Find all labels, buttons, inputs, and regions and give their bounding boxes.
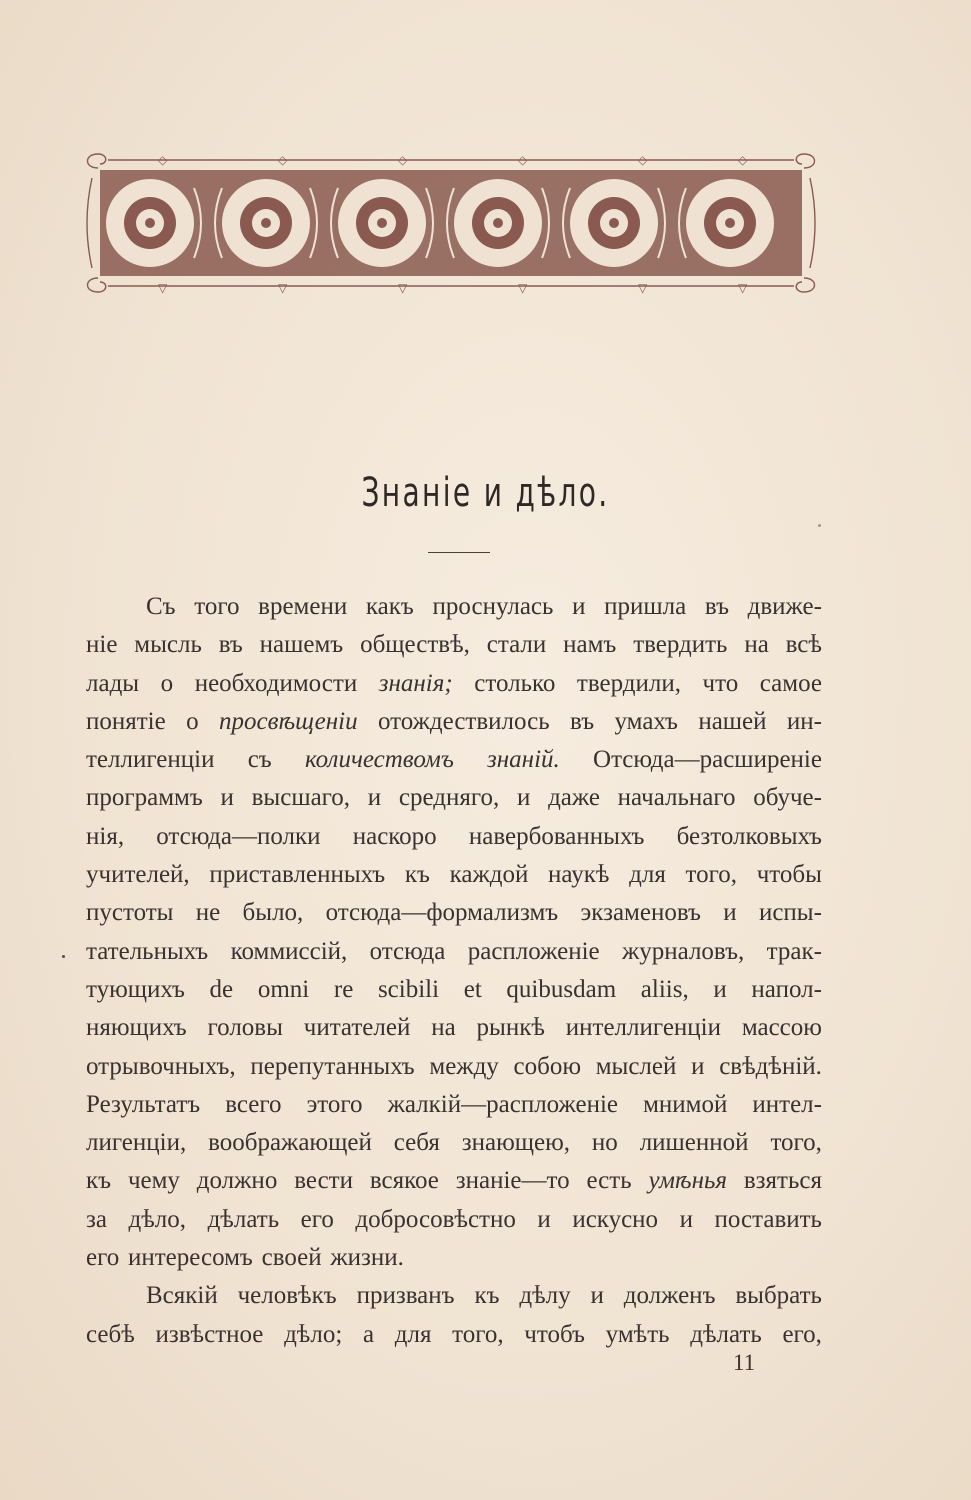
word: мысль <box>134 631 202 659</box>
word: отсюда—полки <box>156 822 321 850</box>
word: отрывочныхъ, <box>86 1052 236 1080</box>
word: просвѣщеніи <box>219 707 358 735</box>
word: и <box>516 784 531 812</box>
word: учителей, <box>86 861 190 889</box>
word: добросовѣстно <box>355 1205 516 1233</box>
word: вести <box>294 1167 353 1195</box>
word: знаніе—то <box>455 1167 570 1195</box>
word: обуче- <box>753 784 822 812</box>
word: выбрать <box>735 1282 822 1310</box>
text-line <box>86 894 822 932</box>
word: нія, <box>86 822 125 850</box>
word: навербованныхъ <box>468 822 645 850</box>
word: scibili <box>377 975 440 1003</box>
word: и <box>367 784 382 812</box>
text-line <box>86 1162 822 1200</box>
word: журналовъ, <box>621 937 745 965</box>
word: жизни. <box>330 1244 404 1272</box>
word: безтолковыхъ <box>676 822 822 850</box>
word: самое <box>759 669 822 697</box>
svg-text:▽: ▽ <box>638 281 648 295</box>
text-line <box>86 1124 822 1162</box>
text-line <box>86 818 822 856</box>
word: того, <box>770 1129 822 1157</box>
word: стали <box>486 631 547 659</box>
word: умѣнья <box>648 1167 727 1195</box>
text-line <box>86 1086 822 1124</box>
word: интеллигенціи <box>565 1014 721 1042</box>
word: напол- <box>751 975 822 1003</box>
text-line <box>86 665 822 703</box>
word: твердили, <box>576 669 681 697</box>
word: дѣло; <box>284 1320 343 1348</box>
word: пустоты <box>86 899 174 927</box>
svg-text:◇: ◇ <box>158 153 168 167</box>
word: къ <box>404 861 430 889</box>
word: въ <box>570 707 595 735</box>
word: твердить <box>633 631 728 659</box>
word: для <box>394 1320 432 1348</box>
word: теллигенціи <box>86 746 215 774</box>
word: съ <box>247 746 272 774</box>
svg-text:◇: ◇ <box>518 153 528 167</box>
title-divider <box>428 552 490 553</box>
word: отсюда <box>369 937 446 965</box>
word: начальнаго <box>617 784 736 812</box>
word: того <box>194 593 240 620</box>
word: массою <box>741 1014 822 1042</box>
body-text <box>86 588 822 1354</box>
word: программъ <box>86 784 203 812</box>
word: дѣло, <box>128 1205 187 1233</box>
svg-text:◇: ◇ <box>738 153 748 167</box>
word: не <box>195 899 221 927</box>
word: а <box>362 1320 375 1348</box>
word: всѣ <box>785 631 822 659</box>
word: головы <box>207 1014 283 1042</box>
text-line <box>86 1201 822 1239</box>
chapter-title: Знаніе и дѣло. <box>361 470 610 516</box>
text-line <box>86 856 822 894</box>
word: и <box>220 784 234 812</box>
svg-text:▽: ▽ <box>158 281 168 295</box>
word: знанія; <box>378 669 453 697</box>
svg-text:◇: ◇ <box>398 153 408 167</box>
word: и <box>537 1205 551 1233</box>
text-line <box>86 741 822 779</box>
word: его <box>86 1244 120 1272</box>
word: умѣть <box>605 1320 670 1348</box>
arabesque-headpiece-icon <box>78 148 824 298</box>
word: мнимой <box>643 1090 728 1118</box>
svg-text:▽: ▽ <box>278 281 288 295</box>
word: aliis, <box>640 975 689 1003</box>
word: количествомъ <box>304 746 454 774</box>
word: о <box>186 707 199 735</box>
svg-text:▽: ▽ <box>738 281 748 295</box>
word: экзаменовъ <box>580 899 701 927</box>
word: отождествилось <box>377 707 550 735</box>
word: столько <box>474 669 556 697</box>
word: человѣкъ <box>237 1282 337 1310</box>
text-line <box>86 933 822 971</box>
svg-text:◇: ◇ <box>638 153 648 167</box>
word: трак- <box>766 937 822 965</box>
word: ин- <box>786 707 822 735</box>
word: нашемъ <box>259 631 344 659</box>
word: отсюда—формализмъ <box>325 899 559 927</box>
word: распложеніе <box>467 937 600 965</box>
word: его <box>300 1205 334 1233</box>
text-line <box>86 1316 822 1354</box>
word: Отсюда—расширеніе <box>593 746 822 774</box>
word: лады <box>86 669 140 697</box>
word: его, <box>782 1320 822 1348</box>
word: себѣ <box>86 1320 135 1348</box>
word: re <box>333 975 354 1003</box>
word: умахъ <box>614 707 678 735</box>
word: должно <box>196 1167 278 1195</box>
word: и <box>572 593 586 620</box>
word: того, <box>452 1320 504 1348</box>
word: интересомъ <box>127 1244 253 1272</box>
word: движе- <box>747 593 822 620</box>
word: свѣдѣній. <box>719 1052 822 1080</box>
word: между <box>429 1052 499 1080</box>
word: интел- <box>752 1090 822 1118</box>
word: чтобъ <box>524 1320 585 1348</box>
word: обществѣ, <box>360 631 470 659</box>
word: тательныхъ <box>86 937 209 965</box>
word: на <box>744 631 769 659</box>
word: какъ <box>365 593 414 620</box>
svg-text:▽: ▽ <box>518 281 528 295</box>
word: искусно <box>572 1205 659 1233</box>
word: лигенціи, <box>86 1129 187 1157</box>
word: Результатъ <box>86 1090 201 1118</box>
word: себя <box>393 1129 440 1157</box>
word: и <box>713 975 727 1003</box>
word: de <box>209 975 234 1003</box>
word: въ <box>704 593 729 620</box>
word: всего <box>225 1090 282 1118</box>
word: взяться <box>743 1167 822 1195</box>
word: тующихъ <box>86 975 185 1003</box>
word: дѣлать <box>690 1320 762 1348</box>
ink-speck <box>62 955 65 958</box>
word: своей <box>261 1244 322 1272</box>
word: но <box>591 1129 618 1157</box>
word: извѣстное <box>155 1320 264 1348</box>
text-line <box>86 626 822 664</box>
word: и <box>590 1282 604 1310</box>
word: воображающей <box>208 1129 372 1157</box>
word: и <box>691 1052 705 1080</box>
word: того, <box>685 861 738 889</box>
word: средняго, <box>398 784 500 812</box>
word: рынкѣ <box>476 1014 545 1042</box>
ink-speck <box>818 524 821 527</box>
word: omni <box>257 975 310 1003</box>
word: въ <box>218 631 243 659</box>
word: няющихъ <box>86 1014 187 1042</box>
word: и <box>723 899 737 927</box>
word: испы- <box>758 899 822 927</box>
word: наскоро <box>352 822 437 850</box>
word: о <box>160 669 174 697</box>
word: мыслей <box>595 1052 677 1080</box>
word: даже <box>548 784 600 812</box>
word: понятіе <box>86 707 166 735</box>
word: къ <box>474 1282 500 1310</box>
word: quibusdam <box>506 975 617 1003</box>
word: долженъ <box>623 1282 716 1310</box>
word: знающею, <box>461 1129 571 1157</box>
word: для <box>629 861 666 889</box>
word: дѣлу <box>519 1282 571 1310</box>
text-line <box>86 971 822 1009</box>
word: et <box>463 975 482 1003</box>
word: что <box>702 669 739 697</box>
word: высшаго, <box>251 784 351 812</box>
word: приставленныхъ <box>209 861 386 889</box>
word: пришла <box>604 593 687 620</box>
svg-text:▽: ▽ <box>398 281 408 295</box>
page-number: 11 <box>733 1350 756 1375</box>
word: лишенной <box>639 1129 749 1157</box>
word: призванъ <box>356 1282 455 1310</box>
text-line <box>86 588 822 626</box>
word: этого <box>306 1090 363 1118</box>
word: нашей <box>698 707 767 735</box>
word: перепутанныхъ <box>250 1052 415 1080</box>
word: Всякій <box>146 1282 218 1310</box>
word: было, <box>242 899 304 927</box>
word: проснулась <box>432 593 554 620</box>
word: поставить <box>714 1205 822 1233</box>
word: времени <box>258 593 348 620</box>
word: и <box>679 1205 693 1233</box>
word: Съ <box>146 593 176 620</box>
word: собою <box>513 1052 582 1080</box>
word: читателей <box>303 1014 411 1042</box>
word: необходимости <box>194 669 358 697</box>
word: наукѣ <box>548 861 610 889</box>
word: каждой <box>449 861 529 889</box>
word: на <box>431 1014 456 1042</box>
word: жалкій—распложеніе <box>387 1090 619 1118</box>
text-line <box>86 703 822 741</box>
word: есть <box>586 1167 632 1195</box>
word: чему <box>127 1167 180 1195</box>
word: дѣлать <box>207 1205 280 1233</box>
word: коммиссій, <box>230 937 348 965</box>
text-line <box>86 1277 822 1315</box>
word: къ <box>86 1167 112 1195</box>
svg-text:◇: ◇ <box>278 153 288 167</box>
word: знаній. <box>487 746 560 774</box>
word: всякое <box>369 1167 439 1195</box>
word: чтобы <box>756 861 822 889</box>
word: за <box>86 1205 107 1233</box>
text-line <box>86 1239 822 1277</box>
text-line <box>86 1048 822 1086</box>
text-line <box>86 779 822 817</box>
word: намъ <box>563 631 617 659</box>
text-line <box>86 1009 822 1047</box>
word: ніе <box>86 631 118 659</box>
